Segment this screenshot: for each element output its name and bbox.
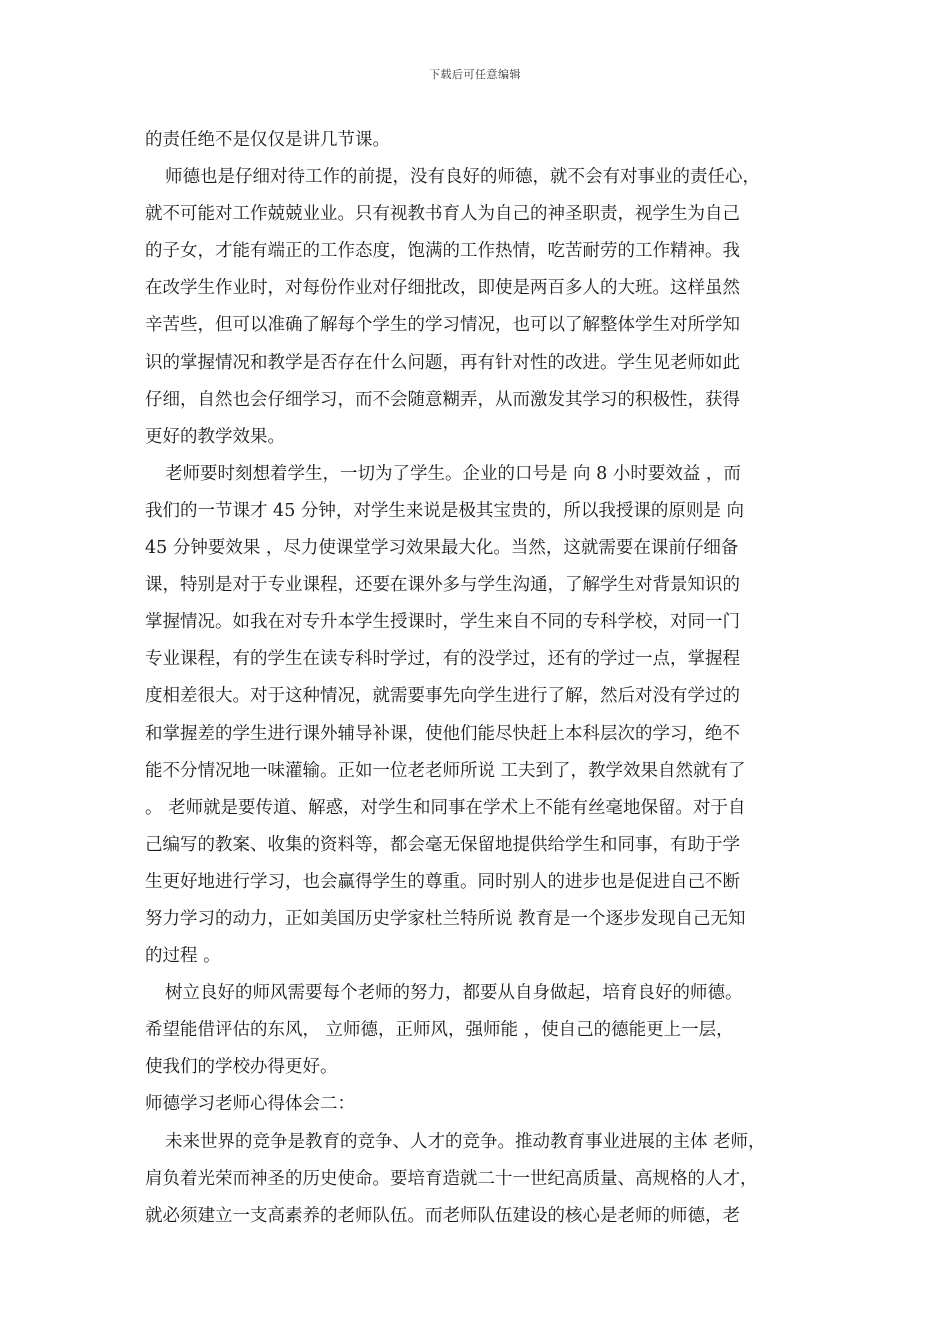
page-header: 下载后可任意编辑: [429, 68, 521, 81]
text-line: 仔细，自然也会仔细学习，而不会随意糊弄，从而激发其学习的积极性，获得: [145, 389, 740, 410]
text-line: 我们的一节课才 45 分钟，对学生来说是极其宝贵的，所以我授课的原则是 向: [145, 500, 744, 521]
text-line: 使我们的学校办得更好。: [145, 1057, 338, 1078]
text-line: 肩负着光荣而神圣的历史使命。要培育造就二十一世纪高质量、高规格的人才，: [145, 1168, 758, 1189]
text-line: 树立良好的师风需要每个老师的努力，都要从自身做起，培育良好的师德。: [165, 983, 743, 1004]
text-line: 努力学习的动力，正如美国历史学家杜兰特所说 教育是一个逐步发现自己无知: [145, 908, 746, 929]
section-heading: 师德学习老师心得体会二：: [145, 1094, 355, 1115]
text-line: 未来世界的竞争是教育的竞争、人才的竞争。推动教育事业进展的主体 老师，: [165, 1131, 766, 1152]
text-line: 的责任绝不是仅仅是讲几节课。: [145, 130, 390, 150]
text-line: 45 分钟要效果 ，尽力使课堂学习效果最大化。当然，这就需要在课前仔细备: [145, 538, 739, 559]
text-line: 就不可能对工作兢兢业业。只有视教书育人为自己的神圣职责，视学生为自己: [145, 204, 740, 225]
text-line: 的过程 。: [145, 946, 221, 967]
text-line: 老师要时刻想着学生，一切为了学生。企业的口号是 向 8 小时要效益 ，而: [165, 463, 741, 484]
text-line: 辛苦些，但可以准确了解每个学生的学习情况，也可以了解整体学生对所学知: [145, 315, 740, 336]
text-line: 识的掌握情况和教学是否存在什么问题，再有针对性的改进。学生见老师如此: [145, 352, 740, 373]
text-line: 生更好地进行学习，也会赢得学生的尊重。同时别人的进步也是促进自己不断: [145, 871, 740, 892]
text-line: 希望能借评估的东风， 立师德，正师风，强师能 ，使自己的德能更上一层，: [145, 1020, 734, 1041]
text-line: 师德也是仔细对待工作的前提，没有良好的师德，就不会有对事业的责任心，: [165, 167, 760, 188]
text-line: 的子女，才能有端正的工作态度，饱满的工作热情，吃苦耐劳的工作精神。我: [145, 241, 740, 262]
text-line: 和掌握差的学生进行课外辅导补课，使他们能尽快赶上本科层次的学习，绝不: [145, 723, 740, 744]
text-line: 能不分情况地一味灌输。正如一位老老师所说 工夫到了，教学效果自然就有了: [145, 760, 746, 781]
text-line: 掌握情况。如我在对专升本学生授课时，学生来自不同的专科学校，对同一门: [145, 612, 740, 633]
text-line: 专业课程，有的学生在读专科时学过，有的没学过，还有的学过一点，掌握程: [145, 649, 740, 670]
text-line: 在改学生作业时，对每份作业对仔细批改，即使是两百多人的大班。这样虽然: [145, 278, 740, 299]
document-body: [145, 122, 815, 1235]
text-line: 度相差很大。对于这种情况，就需要事先向学生进行了解，然后对没有学过的: [145, 686, 740, 707]
text-line: 。 老师就是要传道、解惑，对学生和同事在学术上不能有丝毫地保留。对于自: [145, 797, 746, 818]
text-line: 更好的教学效果。: [145, 426, 285, 447]
text-line: 课，特别是对于专业课程，还要在课外多与学生沟通，了解学生对背景知识的: [145, 575, 740, 596]
text-line: 就必须建立一支高素养的老师队伍。而老师队伍建设的核心是老师的师德，老: [145, 1205, 740, 1226]
text-line: 己编写的教案、收集的资料等，都会毫无保留地提供给学生和同事，有助于学: [145, 834, 740, 855]
